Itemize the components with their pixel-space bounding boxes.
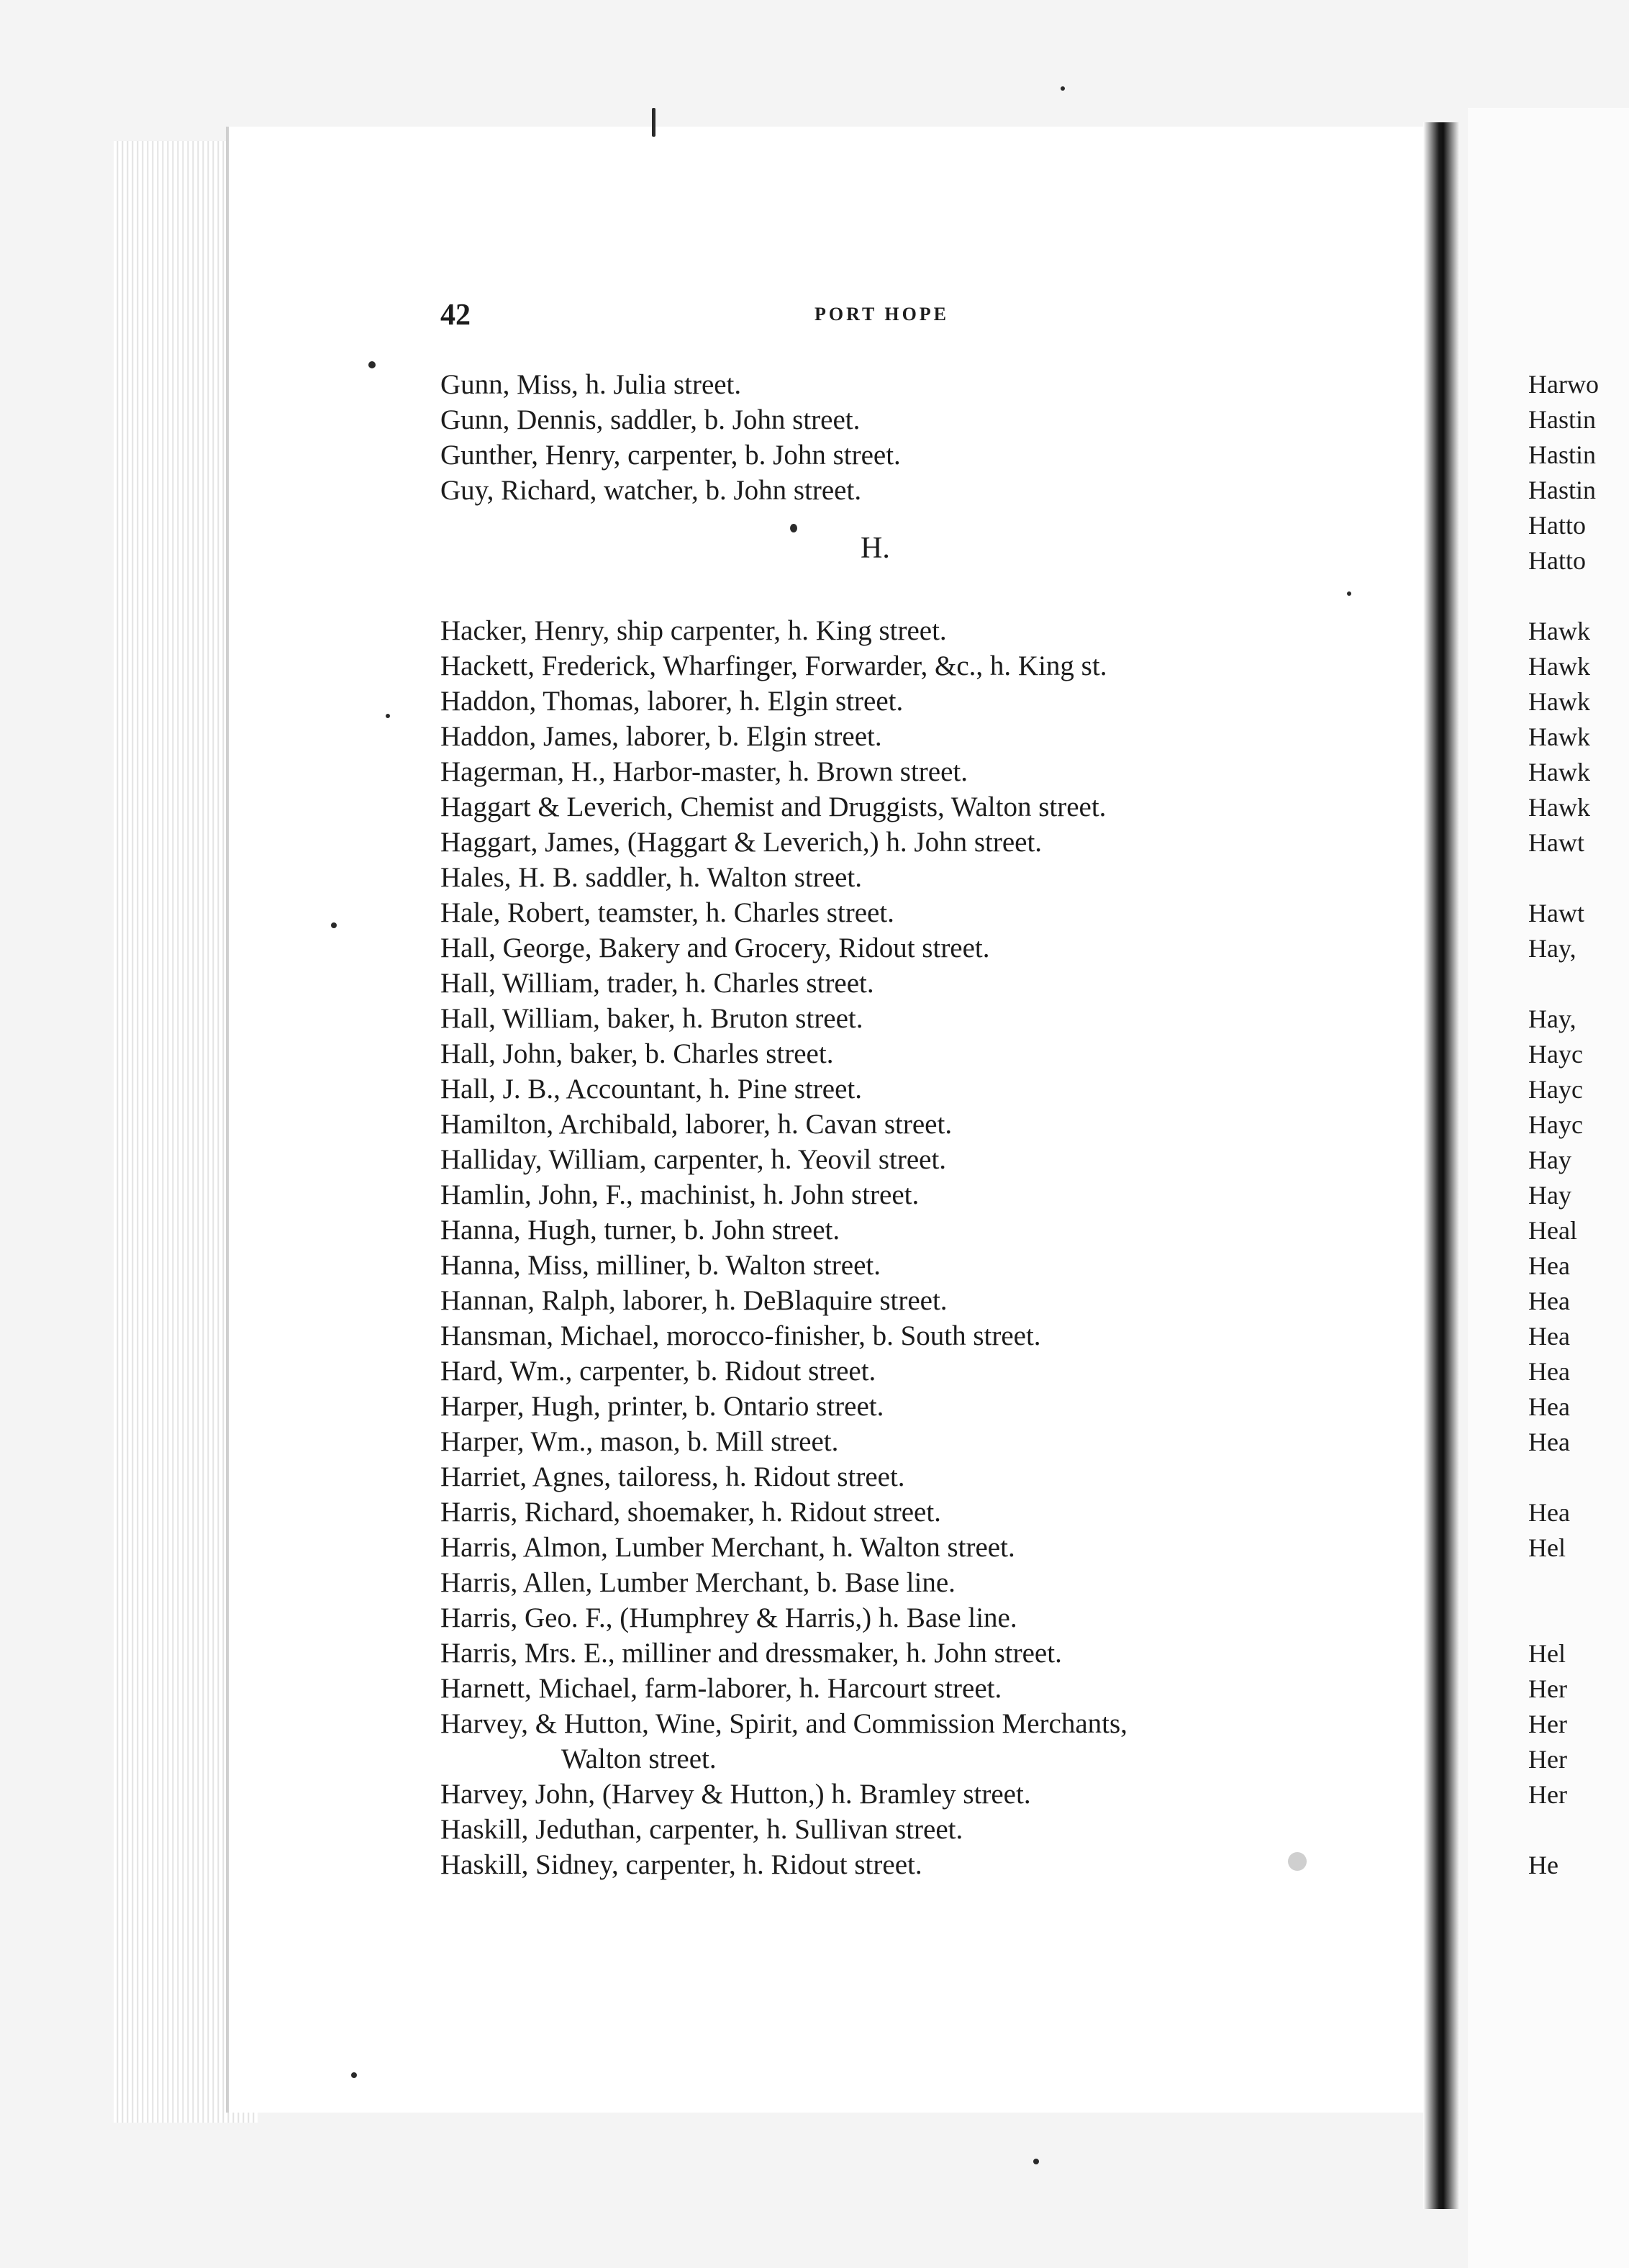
directory-entry: Hackett, Frederick, Wharfinger, Forwarder, &c., h. King st. — [440, 650, 1107, 681]
directory-entry: Harnett, Michael, farm-laborer, h. Harcourt street. — [440, 1673, 1002, 1704]
directory-entry: Harper, Hugh, printer, b. Ontario street. — [440, 1391, 884, 1422]
ink-speck — [1033, 2159, 1039, 2164]
ink-speck — [1347, 591, 1351, 596]
right-page-fragment — [1528, 966, 1629, 1002]
right-page-fragment: Hea — [1528, 1251, 1570, 1280]
directory-entry: Harper, Wm., mason, b. Mill street. — [440, 1426, 839, 1457]
right-page-fragment: Hatto — [1528, 546, 1586, 575]
directory-entries-g — [440, 367, 1397, 508]
directory-entry: Hamilton, Archibald, laborer, h. Cavan street. — [440, 1109, 953, 1140]
page-number: 42 — [440, 299, 471, 332]
right-page-fragment: Her — [1528, 1710, 1567, 1738]
ink-speck — [368, 361, 376, 368]
ink-speck — [652, 108, 655, 137]
directory-entry: Hagerman, H., Harbor-master, h. Brown street. — [440, 756, 968, 787]
directory-entry: Hanna, Hugh, turner, b. John street. — [440, 1215, 840, 1246]
right-page-fragment: Her — [1528, 1780, 1567, 1809]
right-page-fragment: Hayc — [1528, 1075, 1583, 1104]
ink-speck — [331, 922, 337, 928]
directory-entry: Haskill, Jeduthan, carpenter, h. Sullivan street. — [440, 1814, 963, 1845]
right-page-fragment: Hastin — [1528, 476, 1596, 504]
right-page-fragment: Hea — [1528, 1498, 1570, 1527]
ink-speck — [790, 524, 797, 532]
directory-entry: Hall, William, baker, h. Bruton street. — [440, 1003, 863, 1034]
directory-entry: Guy, Richard, watcher, b. John street. — [440, 475, 862, 506]
directory-entries-h — [440, 613, 1397, 1882]
directory-entry: Hall, George, Bakery and Grocery, Ridout street. — [440, 933, 990, 963]
right-page-fragment: Hayc — [1528, 1040, 1583, 1069]
book-gutter — [1423, 122, 1459, 2209]
directory-entry: Haddon, Thomas, laborer, h. Elgin street. — [440, 686, 904, 717]
section-heading: H. — [861, 532, 890, 565]
directory-entry: Harvey, & Hutton, Wine, Spirit, and Commission Merchants, — [440, 1708, 1127, 1739]
right-page-fragment: Hawk — [1528, 722, 1590, 751]
directory-entry: Hamlin, John, F., machinist, h. John street. — [440, 1179, 920, 1210]
right-page-fragment: Hawk — [1528, 617, 1590, 645]
right-page-fragment: Hay — [1528, 1146, 1571, 1174]
right-page-fragment: Hay, — [1528, 1004, 1576, 1033]
directory-entry: Hannan, Ralph, laborer, h. DeBlaquire street. — [440, 1285, 948, 1316]
right-page-fragment: He — [1528, 1851, 1558, 1879]
right-page-fragment: Heal — [1528, 1216, 1577, 1245]
right-page-fragment — [1528, 1460, 1629, 1495]
directory-entry: Hacker, Henry, ship carpenter, h. King street. — [440, 615, 947, 646]
ink-speck — [351, 2072, 357, 2078]
right-page-fragment: Harwo — [1528, 370, 1599, 399]
right-page-fragment: Hel — [1528, 1533, 1566, 1562]
right-page-fragment: Hea — [1528, 1287, 1570, 1315]
directory-entry: Gunther, Henry, carpenter, b. John street. — [440, 440, 901, 471]
right-page-fragment — [1528, 1601, 1629, 1636]
directory-entry: Gunn, Miss, h. Julia street. — [440, 369, 742, 400]
directory-entry: Hall, J. B., Accountant, h. Pine street. — [440, 1074, 862, 1104]
right-page-fragment: Hea — [1528, 1322, 1570, 1351]
ink-speck — [386, 714, 390, 718]
directory-entry: Hales, H. B. saddler, h. Walton street. — [440, 862, 862, 893]
right-page-fragment: Her — [1528, 1745, 1567, 1774]
directory-entry: Hanna, Miss, milliner, b. Walton street. — [440, 1250, 881, 1281]
directory-entry-continuation: Walton street. — [561, 1743, 717, 1774]
directory-entry: Haddon, James, laborer, b. Elgin street. — [440, 721, 882, 752]
right-page-fragment: Hay — [1528, 1181, 1571, 1210]
right-page-fragment: Hawk — [1528, 652, 1590, 681]
directory-entry: Hale, Robert, teamster, h. Charles street. — [440, 897, 894, 928]
right-page-fragment: Hawk — [1528, 758, 1590, 786]
directory-entry: Haggart, James, (Haggart & Leverich,) h. John street. — [440, 827, 1043, 858]
directory-entry: Gunn, Dennis, saddler, b. John street. — [440, 404, 861, 435]
right-page-fragment: Hastin — [1528, 405, 1596, 434]
right-page-fragment — [1528, 1566, 1629, 1601]
directory-entry: Haskill, Sidney, carpenter, h. Ridout street. — [440, 1849, 922, 1880]
right-page-fragment: Hawk — [1528, 793, 1590, 822]
ink-speck — [1061, 86, 1065, 91]
directory-entry: Harris, Allen, Lumber Merchant, b. Base line. — [440, 1567, 956, 1598]
right-page-fragment — [1528, 579, 1629, 614]
right-page-fragment: Hatto — [1528, 511, 1586, 540]
directory-entry: Harvey, John, (Harvey & Hutton,) h. Bramley street. — [440, 1779, 1031, 1810]
directory-entry: Harris, Almon, Lumber Merchant, h. Walton street. — [440, 1532, 1015, 1563]
directory-entry: Harris, Mrs. E., milliner and dressmaker, h. John street. — [440, 1638, 1062, 1669]
running-title: PORT HOPE — [814, 304, 950, 325]
directory-entry: Harriet, Agnes, tailoress, h. Ridout street. — [440, 1461, 905, 1492]
right-page-fragment — [1528, 1813, 1629, 1848]
directory-entry: Harris, Richard, shoemaker, h. Ridout street. — [440, 1497, 941, 1528]
directory-entry: Harris, Geo. F., (Humphrey & Harris,) h. Base line. — [440, 1602, 1017, 1633]
directory-entry: Hansman, Michael, morocco-finisher, b. South street. — [440, 1320, 1041, 1351]
right-page-fragment — [1528, 861, 1629, 896]
right-page-fragment: Hawt — [1528, 828, 1584, 857]
right-page-fragment: Hayc — [1528, 1110, 1583, 1139]
right-page-fragment: Hawk — [1528, 687, 1590, 716]
directory-entry: Haggart & Leverich, Chemist and Druggists, Walton street. — [440, 791, 1107, 822]
right-page-text-fragments — [1528, 367, 1629, 1883]
page-header — [440, 298, 1369, 334]
right-page-fragment: Hel — [1528, 1639, 1566, 1668]
directory-entry: Hall, John, baker, b. Charles street. — [440, 1038, 834, 1069]
right-page-fragment: Hastin — [1528, 440, 1596, 469]
directory-entry: Hall, William, trader, h. Charles street. — [440, 968, 874, 999]
directory-entry: Halliday, William, carpenter, h. Yeovil street. — [440, 1144, 947, 1175]
right-page-fragment: Her — [1528, 1674, 1567, 1703]
right-page-fragment: Hay, — [1528, 934, 1576, 963]
right-page-fragment: Hea — [1528, 1392, 1570, 1421]
right-page-fragment: Hea — [1528, 1357, 1570, 1386]
right-page-fragment: Hawt — [1528, 899, 1584, 927]
directory-entry: Hard, Wm., carpenter, b. Ridout street. — [440, 1356, 876, 1387]
right-page-fragment: Hea — [1528, 1428, 1570, 1456]
